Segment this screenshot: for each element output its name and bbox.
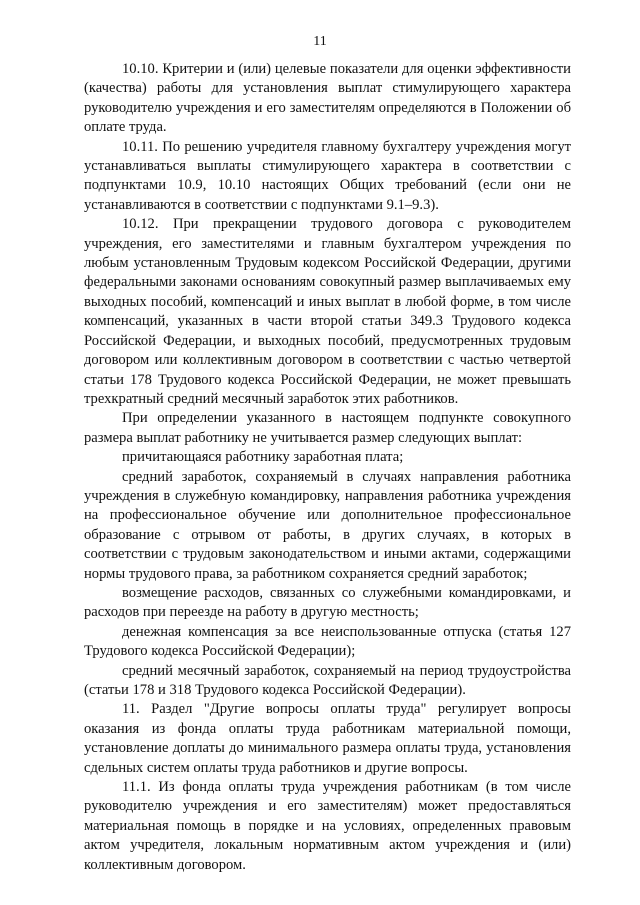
paragraph-10-12: 10.12. При прекращении трудового договора с руководителем учреждения, его заместителями и главным бухгалтером учреждения по любым установленным Трудовым кодексом Российской Федерации, другими федеральными законами основаниям совокупный размер выплачиваемых ему выходных пособий, компенсаций и иных выплат в любой форме, в том числе компенсаций, указанных в части второй статьи 349.3 Трудового кодекса Российской Федерации, и выходных пособий, предусмотренных трудовым договором или коллективным договором в соответствии с частью четвертой статьи 178 Трудового кодекса Российской Федерации, не может превышать трехкратный средний месячный заработок этих работников. xyxy=(84,216,571,407)
paragraph-11: 11. Раздел "Другие вопросы оплаты труда" регулирует вопросы оказания из фонда оплаты труда работникам материальной помощи, установление доплаты до минимального размера оплаты труда, установления сдельных систем оплаты труда работников и другие вопросы. xyxy=(84,701,571,776)
list-item-salary: причитающаяся работнику заработная плата; xyxy=(122,449,404,466)
list-item-average-earnings: средний заработок, сохраняемый в случаях направления работника учреждения в служебную командировку, направления работника учреждения на профессиональное обучение или дополнительное профессиональное образование с отрывом от работы, в других случаях, в которых в соответствии с трудовым законодательством и иными актами, содержащими нормы трудового права, за работником сохраняется средний заработок; xyxy=(84,468,571,582)
paragraph-10-11: 10.11. По решению учредителя главному бухгалтеру учреждения могут устанавливаться выплаты стимулирующего характера в соответствии с подпунктами 10.9, 10.10 настоящих Общих требований (если они не устанавливаются в соответствии с подпунктами 9.1–9.3). xyxy=(84,138,571,213)
document-body xyxy=(84,60,571,875)
paragraph-10-10: 10.10. Критерии и (или) целевые показатели для оценки эффективности (качества) работы для установления выплат стимулирующего характера руководителю учреждения и его заместителям определяются в Положении об оплате труда. xyxy=(84,61,571,136)
list-item-vacation-compensation: денежная компенсация за все неиспользованные отпуска (статья 127 Трудового кодекса Российской Федерации); xyxy=(84,623,571,660)
list-item-travel-expenses: возмещение расходов, связанных со служебными командировками, и расходов при переезде на работу в другую местность; xyxy=(84,584,571,621)
list-item-employment-period-earnings: средний месячный заработок, сохраняемый на период трудоустройства (статьи 178 и 318 Трудового кодекса Российской Федерации). xyxy=(84,662,571,698)
page-number: 11 xyxy=(313,34,327,49)
paragraph-11-1: 11.1. Из фонда оплаты труда учреждения работникам (в том числе руководителю учреждения и его заместителям) может предоставляться материальная помощь в порядке и на условиях, определенных правовым актом учредителя, локальным нормативным актом учреждения и (или) коллективным договором. xyxy=(84,779,571,873)
paragraph-exclusions-intro: При определении указанного в настоящем подпункте совокупного размера выплат работнику не учитывается размер следующих выплат: xyxy=(84,410,571,446)
